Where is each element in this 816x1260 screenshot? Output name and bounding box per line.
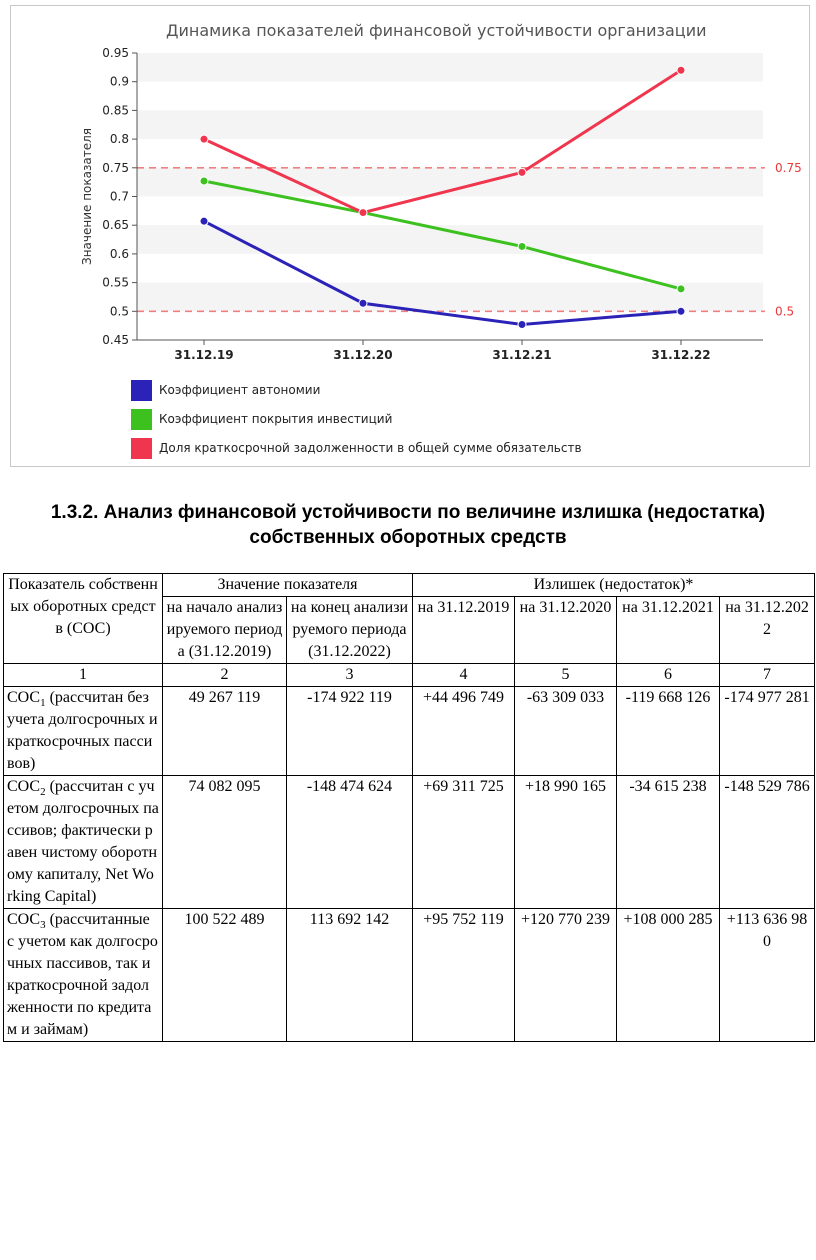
value-end: 113 692 142 [287, 909, 413, 1042]
financial-stability-chart [11, 6, 811, 468]
row-indicator-sos2 [4, 776, 163, 909]
data-point [200, 217, 208, 225]
column-number: 6 [617, 664, 720, 687]
indicator-subscript: 2 [40, 786, 46, 799]
header-period-end: на конец анализируемого периода (31.12.2022) [287, 597, 413, 664]
surplus-2021: -119 668 126 [617, 687, 720, 776]
plot-band [137, 225, 763, 254]
y-tick-label: 0.75 [102, 160, 129, 175]
reference-line-label: 0.75 [775, 160, 802, 175]
plot-band [137, 139, 763, 168]
plot-band [137, 254, 763, 283]
column-number: 3 [287, 664, 413, 687]
y-tick-label: 0.8 [109, 132, 129, 147]
y-axis-title: Значение показателя [80, 128, 94, 265]
row-indicator-sos1 [4, 687, 163, 776]
indicator-subscript: 1 [40, 697, 46, 710]
plot-band [137, 82, 763, 111]
legend-label: Доля краткосрочной задолженности в общей сумме обязательств [159, 441, 582, 455]
surplus-2019: +44 496 749 [413, 687, 515, 776]
data-point [518, 242, 526, 250]
chart-panel [10, 5, 810, 467]
surplus-2019: +69 311 725 [413, 776, 515, 909]
header-date-2022: на 31.12.2022 [720, 597, 815, 664]
header-period-start: на начало анализируемого периода (31.12.2019) [163, 597, 287, 664]
indicator-prefix: СОС [7, 689, 41, 706]
value-end: -174 922 119 [287, 687, 413, 776]
x-tick-label: 31.12.19 [174, 348, 234, 362]
section-heading-line-2: собственных оборотных средств [249, 527, 567, 548]
column-number: 1 [4, 664, 163, 687]
y-tick-label: 0.85 [102, 103, 129, 118]
header-date-2020: на 31.12.2020 [515, 597, 617, 664]
y-tick-label: 0.65 [102, 218, 129, 233]
reference-line-label: 0.5 [775, 304, 795, 319]
surplus-deficit-table [3, 573, 815, 1042]
data-point [359, 209, 367, 217]
column-number: 2 [163, 664, 287, 687]
value-start: 100 522 489 [163, 909, 287, 1042]
surplus-2020: +120 770 239 [515, 909, 617, 1042]
data-point [200, 135, 208, 143]
surplus-2022: +113 636 980 [720, 909, 815, 1042]
indicator-description: (рассчитан с учетом долгосрочных пассивов; фактически равен чистому оборотному капиталу, Net Working Capital) [7, 778, 159, 905]
section-heading [0, 500, 816, 550]
section-heading-line-1: 1.3.2. Анализ финансовой устойчивости по величине излишка (недостатка) [50, 502, 766, 523]
surplus-2021: +108 000 285 [617, 909, 720, 1042]
data-point [677, 66, 685, 74]
table-row [4, 909, 815, 1042]
data-point [677, 307, 685, 315]
table-row [4, 776, 815, 909]
x-tick-label: 31.12.22 [651, 348, 711, 362]
y-tick-label: 0.95 [102, 46, 129, 60]
header-date-2019: на 31.12.2019 [413, 597, 515, 664]
row-indicator-sos3 [4, 909, 163, 1042]
y-tick-label: 0.55 [102, 275, 129, 290]
y-tick-label: 0.9 [109, 74, 129, 89]
indicator-prefix: СОС [7, 778, 41, 795]
value-end: -148 474 624 [287, 776, 413, 909]
data-point [200, 177, 208, 185]
data-point [518, 168, 526, 176]
indicator-description: (рассчитан без учета долгосрочных и краткосрочных пассивов) [7, 689, 158, 772]
data-point [359, 299, 367, 307]
legend-label: Коэффициент автономии [159, 383, 321, 397]
surplus-2020: -63 309 033 [515, 687, 617, 776]
y-tick-label: 0.6 [109, 246, 129, 261]
legend-label: Коэффициент покрытия инвестиций [159, 412, 393, 426]
x-tick-label: 31.12.20 [333, 348, 393, 362]
header-indicator: Показатель собственных оборотных средств (СОС) [4, 574, 163, 664]
surplus-2021: -34 615 238 [617, 776, 720, 909]
header-date-2021: на 31.12.2021 [617, 597, 720, 664]
column-number: 5 [515, 664, 617, 687]
data-point [518, 321, 526, 329]
table-header-row-1 [4, 574, 815, 597]
header-surplus-group: Излишек (недостаток)* [413, 574, 815, 597]
y-tick-label: 0.7 [109, 189, 129, 204]
chart-title: Динамика показателей финансовой устойчивости организации [166, 21, 707, 40]
data-point [677, 285, 685, 293]
surplus-2022: -174 977 281 [720, 687, 815, 776]
column-number: 7 [720, 664, 815, 687]
table-number-row [4, 664, 815, 687]
table-row [4, 687, 815, 776]
value-start: 49 267 119 [163, 687, 287, 776]
column-number: 4 [413, 664, 515, 687]
legend-swatch [131, 380, 152, 401]
legend-swatch [131, 409, 152, 430]
header-value-group: Значение показателя [163, 574, 413, 597]
plot-band [137, 168, 763, 197]
indicator-prefix: СОС [7, 911, 41, 928]
indicator-description: (рассчитанные с учетом как долгосрочных пассивов, так и краткосрочной задолженности по кредитам и займам) [7, 911, 158, 1038]
value-start: 74 082 095 [163, 776, 287, 909]
y-tick-label: 0.45 [102, 333, 129, 347]
plot-band [137, 110, 763, 139]
x-tick-label: 31.12.21 [492, 348, 552, 362]
surplus-2022: -148 529 786 [720, 776, 815, 909]
indicator-subscript: 3 [40, 919, 46, 932]
y-tick-label: 0.5 [109, 304, 129, 319]
surplus-2019: +95 752 119 [413, 909, 515, 1042]
plot-band [137, 197, 763, 226]
legend-swatch [131, 438, 152, 459]
surplus-2020: +18 990 165 [515, 776, 617, 909]
